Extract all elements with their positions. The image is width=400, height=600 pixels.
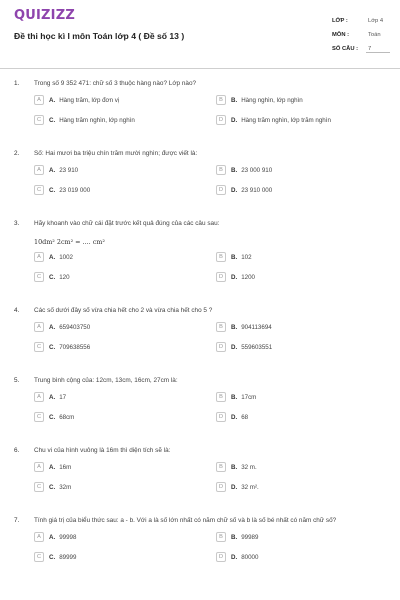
option-letter-box: D: [216, 272, 226, 282]
option-text: [49, 554, 76, 561]
option-prefix: B.: [231, 166, 238, 174]
option-letter-box: C: [34, 115, 44, 125]
meta-count: [332, 42, 390, 56]
option-prefix: D.: [231, 483, 238, 491]
option-value: 99989: [241, 533, 259, 541]
question-text: Chu vi của hình vuông là 16m thì diện tích sẽ là:: [34, 447, 171, 454]
option-text: [49, 254, 73, 261]
option-prefix: C.: [49, 343, 56, 351]
question-number: 2.: [14, 150, 20, 157]
option-prefix: A.: [49, 96, 56, 104]
option-prefix: D.: [231, 273, 238, 281]
option-value: 904113694: [241, 323, 272, 331]
option-a[interactable]: [34, 95, 119, 105]
option-letter-box: C: [34, 185, 44, 195]
option-letter-box: C: [34, 342, 44, 352]
option-text: [231, 414, 248, 421]
option-letter-box: C: [34, 412, 44, 422]
option-text: [49, 394, 66, 401]
option-text: [231, 167, 272, 174]
option-value: 16m: [59, 463, 72, 471]
option-prefix: C.: [49, 116, 56, 124]
option-letter-box: B: [216, 322, 226, 332]
option-c[interactable]: [34, 272, 70, 282]
option-value: 80000: [241, 553, 259, 561]
option-value: Hàng nghìn, lớp nghìn: [241, 96, 303, 104]
option-prefix: C.: [49, 186, 56, 194]
question-text: Các số dưới đây số vừa chia hết cho 2 và vừa chia hết cho 5 ?: [34, 307, 213, 314]
question-number: 3.: [14, 220, 20, 227]
option-b[interactable]: [216, 532, 258, 542]
option-a[interactable]: [34, 462, 71, 472]
option-c[interactable]: [34, 185, 90, 195]
option-value: 1002: [59, 253, 73, 261]
option-text: [49, 534, 76, 541]
option-prefix: D.: [231, 413, 238, 421]
option-c[interactable]: [34, 412, 74, 422]
option-letter-box: D: [216, 552, 226, 562]
meta-subject: [332, 28, 390, 42]
option-b[interactable]: [216, 462, 257, 472]
question-text: Số: Hai mươi ba triệu chín trăm mười nghìn; được viết là:: [34, 150, 198, 157]
option-c[interactable]: [34, 115, 135, 125]
option-a[interactable]: [34, 322, 90, 332]
option-d[interactable]: [216, 552, 258, 562]
option-prefix: A.: [49, 463, 56, 471]
worksheet-meta: [332, 14, 390, 56]
option-prefix: C.: [49, 553, 56, 561]
question-text: Tính giá trị của biểu thức sau: a - b. Với a là số lớn nhất có năm chữ số và b là số bé nhất có năm chữ số?: [34, 517, 337, 524]
option-a[interactable]: [34, 392, 66, 402]
option-letter-box: B: [216, 95, 226, 105]
option-prefix: C.: [49, 483, 56, 491]
option-text: [49, 117, 135, 124]
option-value: 32m: [59, 483, 72, 491]
option-b[interactable]: [216, 322, 272, 332]
option-b[interactable]: [216, 252, 252, 262]
option-value: 32 m².: [241, 483, 259, 491]
option-text: [49, 344, 90, 351]
question-number: 6.: [14, 447, 20, 454]
option-letter-box: D: [216, 342, 226, 352]
quizizz-logo: QUIZIZZ: [14, 8, 75, 23]
option-text: [231, 97, 303, 104]
question-number: 4.: [14, 307, 20, 314]
option-text: [231, 484, 259, 491]
option-text: [49, 274, 70, 281]
option-d[interactable]: [216, 342, 272, 352]
option-b[interactable]: [216, 95, 303, 105]
option-prefix: A.: [49, 393, 56, 401]
option-prefix: D.: [231, 186, 238, 194]
option-prefix: B.: [231, 253, 238, 261]
option-a[interactable]: [34, 532, 76, 542]
option-value: 120: [59, 273, 70, 281]
option-value: 23 910: [59, 166, 79, 174]
option-text: [231, 464, 257, 471]
option-value: 32 m.: [241, 463, 257, 471]
option-prefix: D.: [231, 343, 238, 351]
option-c[interactable]: [34, 342, 90, 352]
option-text: [231, 394, 256, 401]
option-text: [49, 464, 71, 471]
question-text: Trung bình cộng của: 12cm, 13cm, 16cm, 27cm là:: [34, 377, 178, 384]
option-letter-box: B: [216, 532, 226, 542]
option-value: 17: [59, 393, 67, 401]
option-prefix: B.: [231, 393, 238, 401]
option-prefix: A.: [49, 533, 56, 541]
option-value: 23 910 000: [241, 186, 273, 194]
option-a[interactable]: [34, 165, 78, 175]
option-letter-box: A: [34, 95, 44, 105]
option-value: 99998: [59, 533, 77, 541]
option-text: [231, 254, 252, 261]
option-prefix: A.: [49, 323, 56, 331]
option-text: [49, 187, 90, 194]
option-value: 89999: [59, 553, 77, 561]
option-c[interactable]: [34, 482, 71, 492]
option-value: Hàng trăm nghìn, lớp trăm nghìn: [241, 116, 331, 124]
option-letter-box: A: [34, 532, 44, 542]
option-value: 23 019 000: [59, 186, 91, 194]
option-value: 659403750: [59, 323, 91, 331]
option-prefix: B.: [231, 96, 238, 104]
option-prefix: D.: [231, 553, 238, 561]
option-d[interactable]: [216, 185, 272, 195]
option-d[interactable]: [216, 412, 248, 422]
meta-class-label: LỚP :: [332, 18, 348, 24]
option-value: 559603551: [241, 343, 273, 351]
option-d[interactable]: [216, 272, 255, 282]
option-value: Hàng trăm, lớp đơn vị: [59, 96, 120, 104]
option-letter-box: D: [216, 482, 226, 492]
question-number: 1.: [14, 80, 20, 87]
option-value: 1200: [241, 273, 255, 281]
option-c[interactable]: [34, 552, 76, 562]
option-d[interactable]: [216, 115, 331, 125]
option-letter-box: C: [34, 272, 44, 282]
option-text: [231, 274, 255, 281]
option-a[interactable]: [34, 252, 73, 262]
question-text: Hãy khoanh vào chữ cái đặt trước kết quả đúng của các câu sau:: [34, 220, 220, 227]
option-prefix: A.: [49, 253, 56, 261]
option-prefix: B.: [231, 463, 238, 471]
option-value: Hàng trăm nghìn, lớp nghìn: [59, 116, 135, 124]
header-divider: [0, 68, 400, 69]
meta-class: [332, 14, 390, 28]
option-text: [231, 117, 331, 124]
question-formula: 10dm² 2cm² = .... cm²: [34, 238, 105, 246]
option-text: [231, 187, 272, 194]
option-value: 68: [241, 413, 249, 421]
option-value: 23 000 910: [241, 166, 273, 174]
meta-subject-label: MÔN :: [332, 32, 350, 38]
option-letter-box: A: [34, 392, 44, 402]
option-text: [49, 484, 71, 491]
worksheet-title: Đề thi học kì I môn Toán lớp 4 ( Đề số 13 ): [14, 31, 185, 41]
option-prefix: B.: [231, 533, 238, 541]
option-prefix: C.: [49, 413, 56, 421]
option-value: 68cm: [59, 413, 75, 421]
option-letter-box: B: [216, 392, 226, 402]
option-text: [49, 167, 78, 174]
option-text: [49, 414, 74, 421]
option-d[interactable]: [216, 482, 259, 492]
option-letter-box: D: [216, 412, 226, 422]
option-letter-box: B: [216, 252, 226, 262]
option-letter-box: B: [216, 462, 226, 472]
option-text: [231, 554, 258, 561]
question-text: Trong số 9 352 471: chữ số 3 thuộc hàng nào? Lớp nào?: [34, 80, 197, 87]
option-letter-box: A: [34, 252, 44, 262]
option-value: 17cm: [241, 393, 257, 401]
option-letter-box: A: [34, 165, 44, 175]
option-value: 102: [241, 253, 252, 261]
option-value: 709638556: [59, 343, 91, 351]
option-letter-box: A: [34, 322, 44, 332]
option-prefix: B.: [231, 323, 238, 331]
option-text: [231, 344, 272, 351]
option-letter-box: C: [34, 552, 44, 562]
option-letter-box: A: [34, 462, 44, 472]
option-text: [231, 534, 258, 541]
option-text: [49, 324, 90, 331]
option-letter-box: D: [216, 115, 226, 125]
meta-count-value: 7: [366, 46, 390, 53]
option-b[interactable]: [216, 392, 256, 402]
option-text: [49, 97, 119, 104]
option-letter-box: C: [34, 482, 44, 492]
meta-count-label: SỐ CÂU :: [332, 46, 359, 52]
option-prefix: C.: [49, 273, 56, 281]
option-letter-box: D: [216, 185, 226, 195]
meta-class-value: Lớp 4: [368, 18, 384, 24]
option-prefix: A.: [49, 166, 56, 174]
option-letter-box: B: [216, 165, 226, 175]
question-number: 7.: [14, 517, 20, 524]
option-prefix: D.: [231, 116, 238, 124]
meta-subject-value: Toán: [368, 32, 381, 38]
question-number: 5.: [14, 377, 20, 384]
option-b[interactable]: [216, 165, 272, 175]
option-text: [231, 324, 272, 331]
